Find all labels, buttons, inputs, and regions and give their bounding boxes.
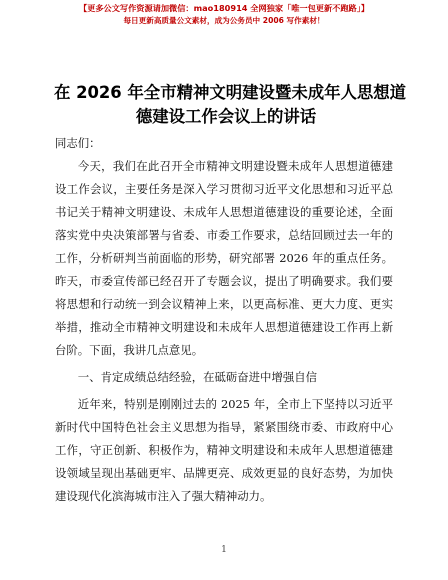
paragraph-1: 今天，我们在此召开全市精神文明建设暨未成年人思想道德建设工作会议，主要任务是深入学习贯彻习近平文化思想和习近平总书记关于精神文明建设、未成年人思想道德建设的重要论述，全面落实党中央决策部署与省委、市委工作要求，总结回顾过去一年的工作，分析研判当前面临的形势，研究部署 2026 年的重点任务。昨天，市委宣传部已经召开了专题会议，提出了明确要求。我们要将思想和行动统一到会议精神上来，以更高标准、更大力度、更实举措，推动全市精神文明建设和未成年人思想道德建设工作再上新台阶。下面，我讲几点意见。	[55, 159, 393, 357]
title-line-1: 在 2026 年全市精神文明建设暨未成年人思想道	[54, 83, 407, 102]
page-number: 1	[221, 545, 227, 555]
paragraph-2: 近年来，特别是刚刚过去的 2025 年，全市上下坚持以习近平新时代中国特色社会主义思想为指导，紧紧围绕市委、市政府中心工作，守正创新、积极作为，精神文明建设和未成年人思想道德建设领域呈现出基础更牢、品牌更亮、成效更显的良好态势，为加快建设现代化滨海城市注入了强大精神动力。	[55, 397, 393, 503]
section-heading-1: 一、肯定成绩总结经验，在砥砺奋进中增强自信	[77, 370, 318, 384]
promo-line-2: 每日更新高质量公文素材，成为公务员中 2006 写作素材！	[123, 16, 325, 25]
title-line-2: 德建设工作会议上的讲话	[135, 107, 317, 126]
document-title	[54, 81, 407, 129]
promo-line-1: 【更多公文写作资源请加微信：mao180914 全网独家「唯一包更新不跑路」】	[78, 3, 370, 13]
promo-banner	[0, 2, 448, 27]
salutation: 同志们：	[55, 136, 101, 150]
document-body	[55, 132, 393, 508]
